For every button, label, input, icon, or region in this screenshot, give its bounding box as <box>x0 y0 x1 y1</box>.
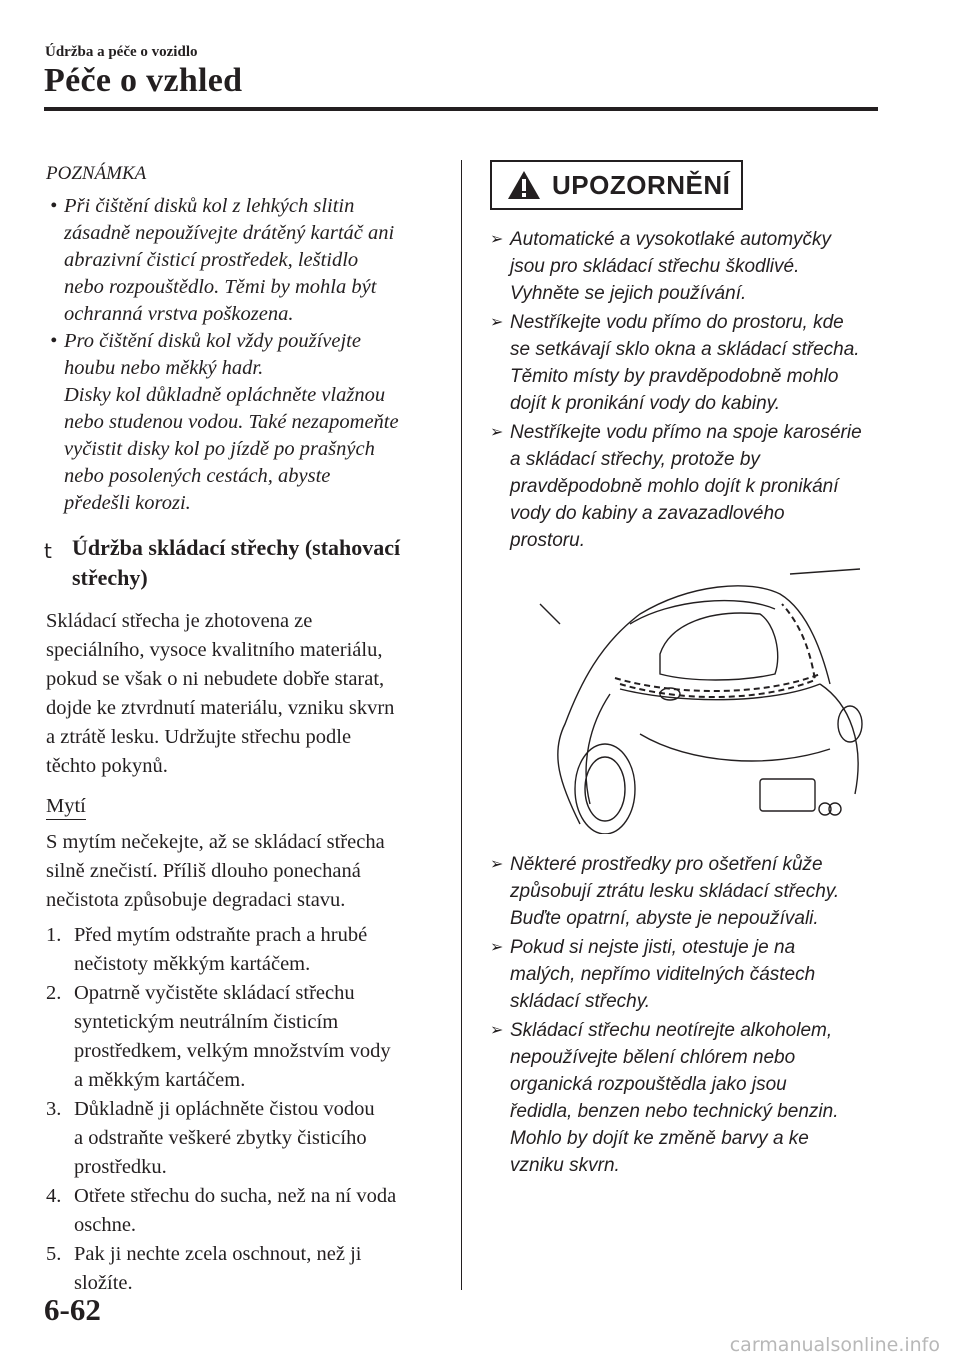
step-line: a měkkým kartáčem. <box>74 1069 246 1091</box>
step-number: 3. <box>46 1098 62 1120</box>
note-line: Pro čištění disků kol vždy používejte <box>64 330 361 352</box>
section-heading <box>46 533 446 593</box>
warning-item <box>490 226 880 307</box>
wash-steps <box>46 921 446 1298</box>
arrow-bullet-icon: ➢ <box>490 424 504 441</box>
step-number: 5. <box>46 1243 62 1265</box>
warning-line: vzniku skvrn. <box>510 1155 620 1176</box>
wash-intro <box>46 828 446 915</box>
paragraph-line: Skládací střecha je zhotovena ze <box>46 610 313 632</box>
warning-line: nepoužívejte bělení chlórem nebo <box>510 1047 796 1068</box>
paragraph-line: speciálního, vysoce kvalitního materiálu, <box>46 639 383 661</box>
right-column <box>490 160 880 1181</box>
note-line: abrazivní čisticí prostředek, leštidlo <box>64 249 359 271</box>
note-line: nebo posolených cestách, abyste <box>64 465 331 487</box>
step-item <box>46 921 446 979</box>
note-line: nebo rozpouštědlo. Těmi by mohla být <box>64 276 377 298</box>
note-item <box>46 328 446 517</box>
section-heading-line: Údržba skládací střechy (stahovací <box>72 535 401 560</box>
paragraph-line: dojde ke ztvrdnutí materiálu, vzniku skvrn <box>46 697 395 719</box>
warning-line: ředidla, benzen nebo technický benzin. <box>510 1101 839 1122</box>
note-line: zásadně nepoužívejte drátěný kartáč ani <box>64 222 395 244</box>
watermark: carmanualsonline.info <box>729 1334 940 1356</box>
warning-line: Automatické a vysokotlaké automyčky <box>510 229 832 250</box>
intro-paragraph <box>46 607 446 781</box>
warning-line: způsobují ztrátu lesku skládací střechy. <box>510 881 840 902</box>
step-number: 4. <box>46 1185 62 1207</box>
step-line: prostředku. <box>74 1156 167 1178</box>
bullet-dot-icon: • <box>50 330 58 352</box>
step-item <box>46 1182 446 1240</box>
note-line: houbu nebo měkký hadr. <box>64 357 264 379</box>
arrow-bullet-icon: ➢ <box>490 1022 504 1039</box>
note-line: Při čištění disků kol z lehkých slitin <box>64 195 355 217</box>
note-list <box>46 193 446 517</box>
arrow-bullet-icon: ➢ <box>490 314 504 331</box>
warning-item <box>490 934 880 1015</box>
paragraph-line: těchto pokynů. <box>46 755 168 777</box>
warning-line: a skládací střechy, protože by <box>510 449 760 470</box>
arrow-bullet-icon: ➢ <box>490 231 504 248</box>
step-line: oschne. <box>74 1214 137 1236</box>
section-label: Údržba a péče o vozidlo <box>45 44 198 60</box>
note-line: nebo studenou vodou. Také nezapomeňte <box>64 411 399 433</box>
note-line: Disky kol důkladně opláchněte vlažnou <box>64 384 386 406</box>
step-item <box>46 1240 446 1298</box>
note-line: předešli korozi. <box>64 492 191 514</box>
wash-heading: Mytí <box>46 793 86 820</box>
step-line: Důkladně ji opláchněte čistou vodou <box>74 1098 375 1120</box>
warning-line: skládací střechy. <box>510 991 651 1012</box>
warning-line: dojít k pronikání vody do kabiny. <box>510 393 781 414</box>
warning-line: organická rozpouštědla jako jsou <box>510 1074 787 1095</box>
warning-list-bottom <box>490 851 880 1179</box>
page-title: Péče o vzhled <box>44 62 243 99</box>
column-divider <box>461 160 462 1290</box>
warning-line: Nestříkejte vodu přímo na spoje karosérie <box>510 422 862 443</box>
note-title: POZNÁMKA <box>46 163 147 184</box>
warning-list-top <box>490 226 880 554</box>
warning-item <box>490 1017 880 1179</box>
warning-label: UPOZORNĚNÍ <box>552 169 731 200</box>
step-item <box>46 1095 446 1182</box>
warning-line: Mohlo by dojít ke změně barvy a ke <box>510 1128 809 1149</box>
step-line: Před mytím odstraňte prach a hrubé <box>74 924 368 946</box>
note-line: vyčistit disky kol po jízdě po prašných <box>64 438 375 460</box>
paragraph-line: S mytím nečekejte, až se skládací střecha <box>46 831 385 853</box>
warning-line: prostoru. <box>510 530 585 551</box>
step-line: Otřete střechu do sucha, než na ní voda <box>74 1185 397 1207</box>
arrow-bullet-icon: ➢ <box>490 856 504 873</box>
warning-line: Buďte opatrní, abyste je nepoužívali. <box>510 908 819 929</box>
bullet-dot-icon: • <box>50 195 58 217</box>
warning-item <box>490 851 880 932</box>
paragraph-line: nečistota způsobuje degradaci stavu. <box>46 889 346 911</box>
step-line: Opatrně vyčistěte skládací střechu <box>74 982 355 1004</box>
arrow-bullet-icon: ➢ <box>490 939 504 956</box>
left-column <box>46 160 446 1298</box>
paragraph-line: pokud se však o ni nebudete dobře starat, <box>46 668 385 690</box>
step-line: složíte. <box>74 1272 133 1294</box>
warning-line: Skládací střechu neotírejte alkoholem, <box>510 1020 833 1041</box>
convertible-car-illustration <box>520 564 870 834</box>
header-divider <box>44 107 878 111</box>
paragraph-line: silně znečistí. Příliš dlouho ponechaná <box>46 860 361 882</box>
warning-header <box>490 160 743 210</box>
page-number: 6-62 <box>44 1292 101 1327</box>
section-heading-line: střechy) <box>72 565 148 590</box>
step-line: nečistoty měkkým kartáčem. <box>74 953 311 975</box>
warning-line: Některé prostředky pro ošetření kůže <box>510 854 823 875</box>
section-bullet-icon: t <box>44 539 52 563</box>
warning-triangle-icon <box>506 169 542 201</box>
warning-line: Vyhněte se jejich používání. <box>510 283 747 304</box>
warning-line: Nestříkejte vodu přímo do prostoru, kde <box>510 312 844 333</box>
warning-line: se setkávají sklo okna a skládací střecha. <box>510 339 860 360</box>
note-line: ochranná vrstva poškozena. <box>64 303 294 325</box>
step-line: syntetickým neutrálním čisticím <box>74 1011 339 1033</box>
step-line: Pak ji nechte zcela oschnout, než ji <box>74 1243 362 1265</box>
paragraph-line: a ztrátě lesku. Udržujte střechu podle <box>46 726 352 748</box>
warning-line: malých, nepřímo viditelných částech <box>510 964 816 985</box>
step-number: 1. <box>46 924 62 946</box>
warning-item <box>490 309 880 417</box>
step-item <box>46 979 446 1095</box>
warning-item <box>490 419 880 554</box>
warning-line: pravděpodobně mohlo dojít k pronikání <box>510 476 839 497</box>
step-line: a odstraňte veškeré zbytky čisticího <box>74 1127 367 1149</box>
warning-line: Těmito místy by pravděpodobně mohlo <box>510 366 839 387</box>
note-item <box>46 193 446 328</box>
step-line: prostředkem, velkým množstvím vody <box>74 1040 391 1062</box>
warning-line: Pokud si nejste jisti, otestuje je na <box>510 937 796 958</box>
step-number: 2. <box>46 982 62 1004</box>
warning-line: jsou pro skládací střechu škodlivé. <box>510 256 800 277</box>
warning-line: vody do kabiny a zavazadlového <box>510 503 785 524</box>
